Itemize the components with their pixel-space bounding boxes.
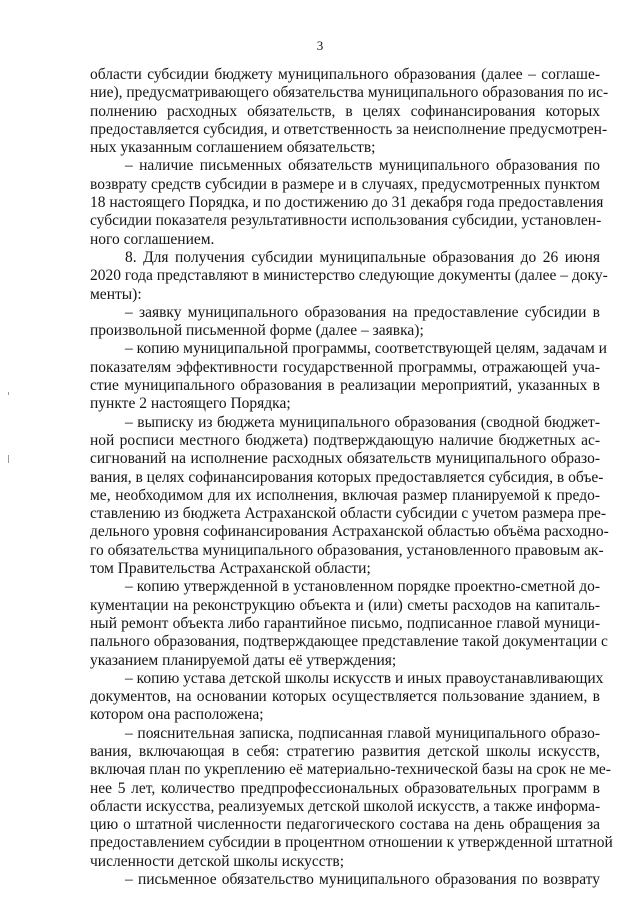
text-line: котором она расположена;	[90, 706, 264, 724]
text-line: указанием планируемой даты её утверждения;	[90, 651, 397, 669]
text-line: возврату средств субсидии в размере и в случаях, предусмотренных пунктом	[90, 175, 600, 193]
text-line: – копию устава детской школы искусств и иных правоустанавливающих	[125, 669, 604, 687]
text-line: 2020 года представляют в министерство следующие документы (далее – доку-	[90, 267, 608, 285]
text-line: пального образования, подтверждающее представление такой документации с	[90, 633, 608, 651]
text-line: ных указанным соглашением обязательств;	[90, 139, 376, 157]
text-line: полнению расходных обязательств, в целях софинансирования которых	[90, 102, 600, 120]
text-line: 18 настоящего Порядка, и по достижению до 31 декабря года предоставления	[90, 194, 604, 212]
scan-margin-mark	[8, 392, 9, 395]
text-line: показателям эффективности государственной программы, отражающей уча-	[90, 358, 600, 376]
text-line: – пояснительная записка, подписанная главой муниципального образо-	[125, 724, 600, 742]
text-line: пункте 2 настоящего Порядка;	[90, 395, 291, 413]
text-line: менты):	[90, 285, 142, 303]
text-line: дельного уровня софинансирования Астраханской областью объёма расходно-	[90, 523, 609, 541]
text-line: – заявку муниципального образования на предоставление субсидии в	[125, 303, 600, 321]
text-line: области искусства, реализуемых детской школой искусств, а также информа-	[90, 797, 601, 815]
text-line: го обязательства муниципального образования, установленного правовым ак-	[90, 541, 604, 559]
text-line: документов, на основании которых осуществляется пользование зданием, в	[90, 688, 600, 706]
text-line: нее 5 лет, количество предпрофессиональных образовательных программ в	[90, 779, 600, 797]
text-line: – копию муниципальной программы, соответствующей целям, задачам и	[125, 340, 607, 358]
page-number: 3	[316, 38, 324, 53]
text-line: ме, необходимом для их исполнения, включая размер планируемой к предо-	[90, 486, 600, 504]
text-line: цию о штатной численности педагогического состава на день обращения за	[90, 816, 600, 834]
text-line: – наличие письменных обязательств муниципального образования по	[125, 157, 600, 175]
text-line: сигнований на исполнение расходных обязательств муниципального образо-	[90, 450, 600, 468]
text-line: субсидии показателя результативности использования субсидии, установлен-	[90, 212, 602, 230]
text-line: ного соглашением.	[90, 230, 215, 248]
text-line: вания, включающая в себя: стратегию развития детской школы искусств,	[90, 742, 600, 760]
text-line: произвольной письменной форме (далее – заявка);	[90, 322, 424, 340]
text-line: ставлению из бюджета Астраханской области субсидии с учетом размера пре-	[90, 505, 607, 523]
document-body	[90, 66, 613, 889]
text-line: ный ремонт объекта либо гарантийное письмо, подписанное главой муници-	[90, 614, 600, 632]
text-line: предоставляется субсидия, и ответственность за неисполнение предусмотрен-	[90, 120, 608, 138]
text-line: – копию утвержденной в установленном порядке проектно-сметной до-	[125, 578, 600, 596]
text-line: включая план по укреплению её материально-технической базы на срок не ме-	[90, 761, 611, 779]
text-line: ние), предусматривающего обязательства муниципального образования по ис-	[90, 84, 609, 102]
text-line: ной росписи местного бюджета) подтверждающую наличие бюджетных ас-	[90, 431, 600, 449]
text-line: 8. Для получения субсидии муниципальные образования до 26 июня	[125, 248, 600, 266]
text-line: – письменное обязательство муниципального образования по возврату	[125, 871, 600, 889]
text-line: вания, в целях софинансирования которых предоставляется субсидия, в объе-	[90, 468, 604, 486]
text-line: стие муниципального образования в реализации мероприятий, указанных в	[90, 377, 600, 395]
text-line: области субсидии бюджету муниципального образования (далее – соглаше-	[90, 66, 600, 83]
text-line: предоставлением субсидии в процентном отношении к утвержденной штатной	[90, 834, 613, 852]
scan-margin-mark	[8, 455, 9, 463]
text-line: том Правительства Астраханской области;	[90, 560, 371, 578]
text-line: – выписку из бюджета муниципального образования (сводной бюджет-	[125, 413, 600, 431]
text-line: численности детской школы искусств;	[90, 852, 345, 870]
text-line: кументации на реконструкцию объекта и (или) сметы расходов на капиталь-	[90, 596, 600, 614]
